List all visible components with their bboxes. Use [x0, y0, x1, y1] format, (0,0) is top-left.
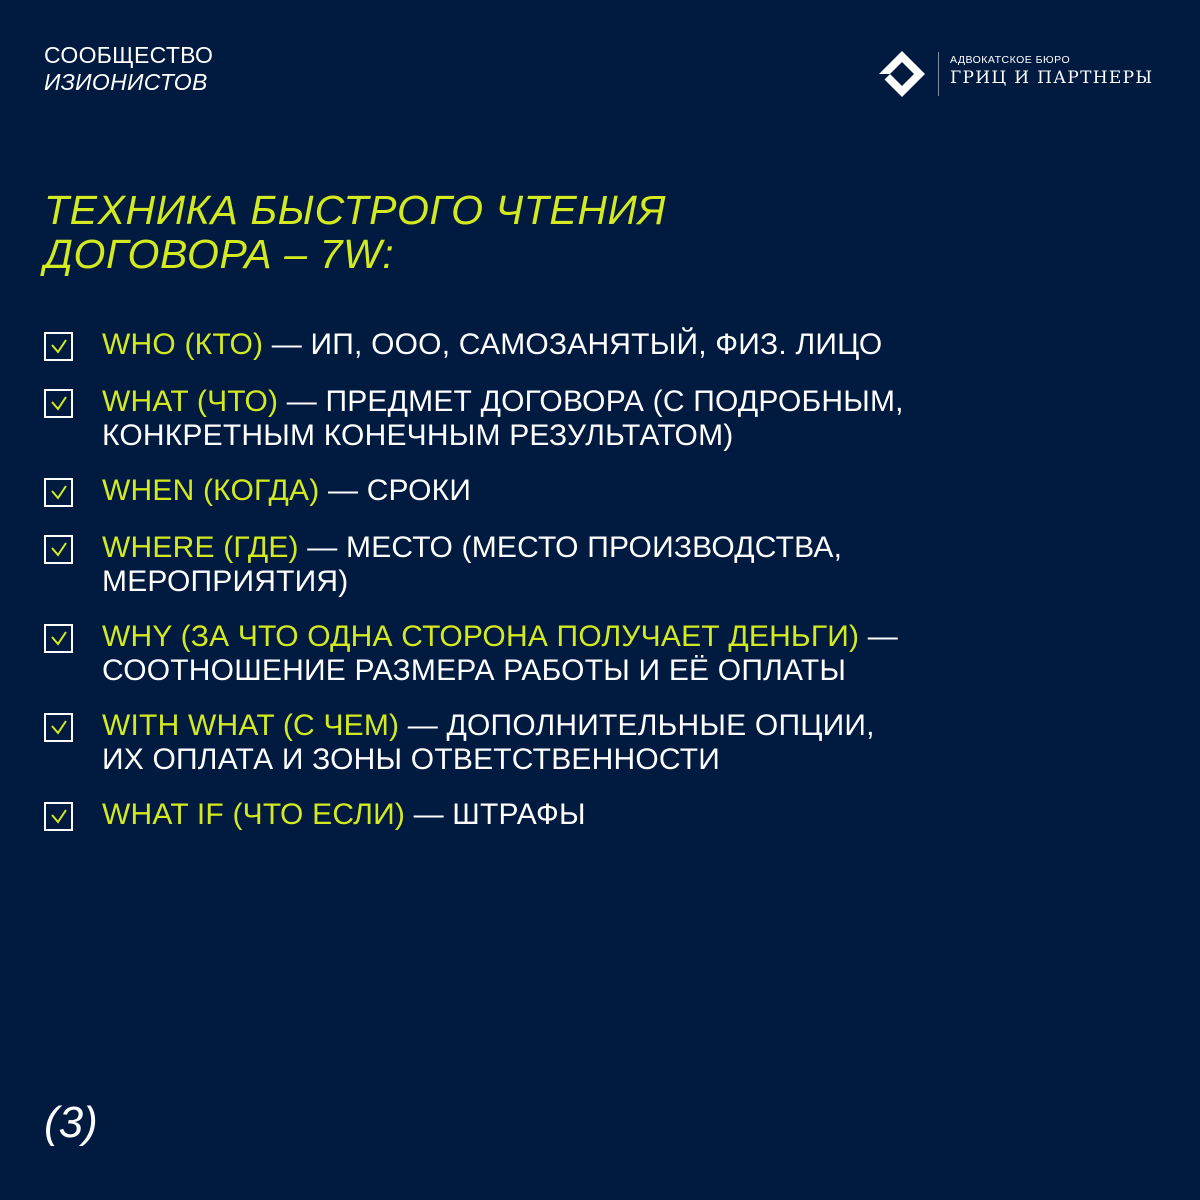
logo-divider	[938, 52, 939, 96]
checklist-item-description: —	[859, 620, 898, 653]
checklist-item	[44, 798, 1154, 832]
checklist-item-description: — СРОКИ	[319, 474, 472, 507]
checklist-item-description: — ПРЕДМЕТ ДОГОВОРА (С ПОДРОБНЫМ,	[278, 385, 904, 418]
checkbox-checked-icon	[44, 389, 73, 418]
checklist-item-key: WHAT (ЧТО)	[102, 385, 279, 418]
checklist-item-key: WHO (КТО)	[102, 328, 264, 361]
checklist-item	[44, 531, 1154, 599]
checklist-item-description-continued: СООТНОШЕНИЕ РАЗМЕРА РАБОТЫ И ЕЁ ОПЛАТЫ	[102, 654, 847, 687]
checklist-item	[44, 474, 1154, 508]
checklist-item-description-continued: МЕРОПРИЯТИЯ)	[102, 565, 349, 598]
diamond-logo-icon	[876, 48, 928, 100]
checklist-item-description: — ШТРАФЫ	[405, 798, 586, 831]
checklist-item-description: — МЕСТО (МЕСТО ПРОИЗВОДСТВА,	[298, 531, 843, 564]
firm-subtitle: АДВОКАТСКОЕ БЮРО	[950, 54, 1071, 66]
checklist-item	[44, 328, 1154, 362]
firm-name: ГРИЦ И ПАРТНЕРЫ	[950, 68, 1154, 88]
checkbox-checked-icon	[44, 624, 73, 653]
checklist-item-key: WHAT IF (ЧТО ЕСЛИ)	[102, 798, 406, 831]
checkbox-checked-icon	[44, 478, 73, 507]
checklist-item-description: — ИП, ООО, САМОЗАНЯТЫЙ, ФИЗ. ЛИЦО	[263, 328, 883, 361]
checkbox-checked-icon	[44, 802, 73, 831]
checkbox-checked-icon	[44, 713, 73, 742]
checklist-item-key: WHEN (КОГДА)	[102, 474, 320, 507]
page-title-line2: ДОГОВОРА – 7W:	[44, 231, 395, 277]
checklist-item-key: WHERE (ГДЕ)	[102, 531, 299, 564]
checklist	[44, 328, 1154, 855]
page-number: (3)	[44, 1098, 98, 1147]
page-title-line1: ТЕХНИКА БЫСТРОГО ЧТЕНИЯ	[44, 187, 667, 233]
checklist-item	[44, 709, 1154, 777]
checklist-item-description: — ДОПОЛНИТЕЛЬНЫЕ ОПЦИИ,	[399, 709, 875, 742]
community-title	[44, 42, 213, 96]
checklist-item-key: WHY (ЗА ЧТО ОДНА СТОРОНА ПОЛУЧАЕТ ДЕНЬГИ)	[102, 620, 860, 653]
community-title-line2: ИЗИОНИСТОВ	[44, 69, 208, 95]
page-title	[44, 188, 666, 276]
checklist-item-description-continued: КОНКРЕТНЫМ КОНЕЧНЫМ РЕЗУЛЬТАТОМ)	[102, 419, 734, 452]
firm-logo-block	[876, 48, 1176, 100]
checkbox-checked-icon	[44, 535, 73, 564]
checklist-item	[44, 620, 1154, 688]
checklist-item-key: WITH WHAT (С ЧЕМ)	[102, 709, 400, 742]
checklist-item-description-continued: ИХ ОПЛАТА И ЗОНЫ ОТВЕТСТВЕННОСТИ	[102, 743, 721, 776]
checkbox-checked-icon	[44, 332, 73, 361]
community-title-line1: СООБЩЕСТВО	[44, 42, 214, 68]
checklist-item	[44, 385, 1154, 453]
